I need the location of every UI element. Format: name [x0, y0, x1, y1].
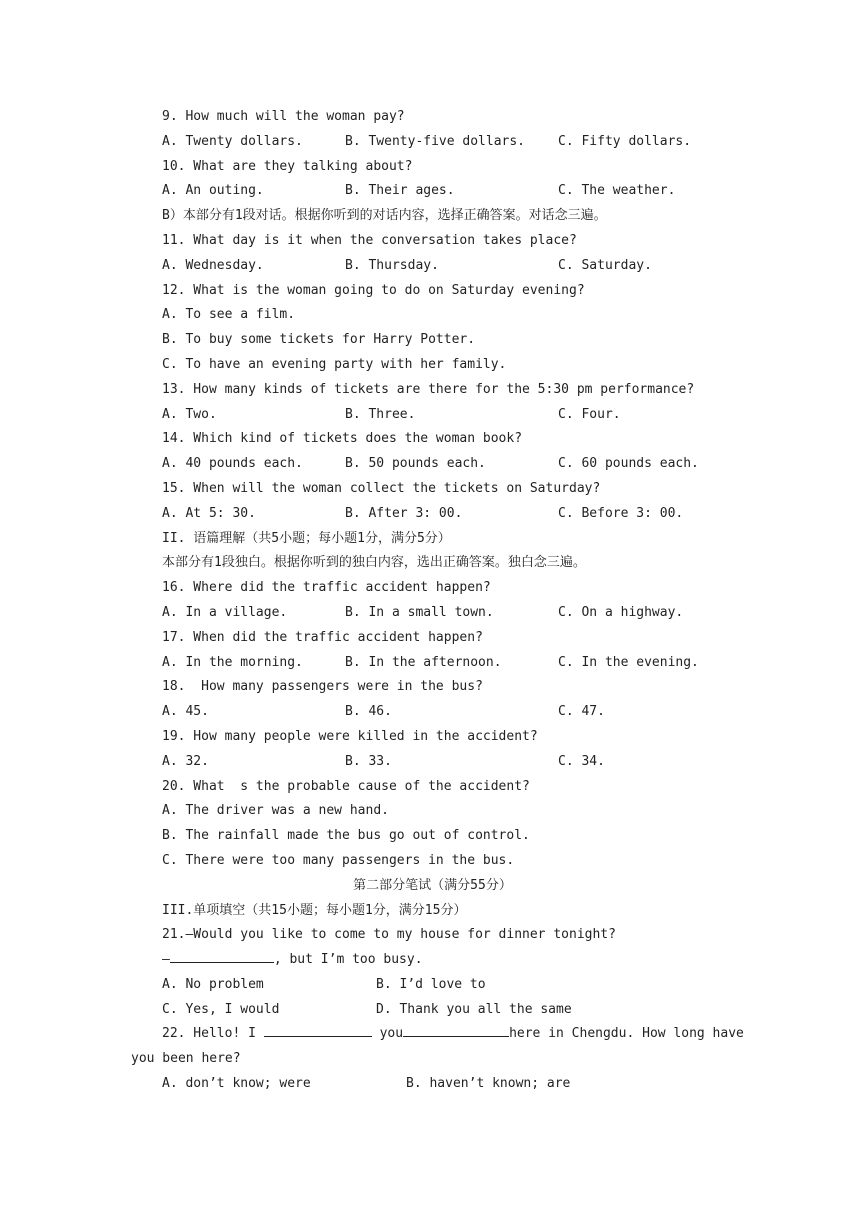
answer-blank: [170, 948, 274, 963]
option-a: A. Twenty dollars.: [162, 133, 303, 149]
question-14: 14. Which kind of tickets does the woman book?: [162, 431, 523, 447]
question-20-option-b: B. The rainfall made the bus go out of control.: [162, 828, 530, 844]
option-b: B. After 3: 00.: [345, 505, 463, 521]
question-12-option-c: C. To have an evening party with her family.: [162, 356, 507, 372]
option-a: A. 40 pounds each.: [162, 456, 303, 472]
question-16-options: [0, 601, 865, 626]
exam-page: [0, 105, 865, 1097]
option-c: C. Four.: [558, 406, 621, 422]
question-19: 19. How many people were killed in the accident?: [162, 728, 538, 744]
question-22-options: [0, 1072, 865, 1097]
option-b: B. Thursday.: [345, 257, 439, 273]
option-a: A. At 5: 30.: [162, 505, 256, 521]
option-a: A. Wednesday.: [162, 257, 264, 273]
option-c: C. 47.: [558, 704, 605, 720]
option-b: B. Their ages.: [345, 183, 455, 199]
question-20: 20. What s the probable cause of the accident?: [162, 778, 530, 794]
question-20-option-c: C. There were too many passengers in the bus.: [162, 852, 515, 868]
answer-blank-2: [403, 1022, 509, 1037]
option-c: C. In the evening.: [558, 654, 699, 670]
option-c: C. The weather.: [558, 183, 676, 199]
option-b: B. Three.: [345, 406, 416, 422]
question-13: 13. How many kinds of tickets are there for the 5:30 pm performance?: [162, 381, 695, 397]
section-3-heading: III.单项填空（共15小题；每小题1分，满分15分）: [162, 902, 467, 918]
option-b: B. I’d love to: [376, 976, 486, 992]
option-a: A. 45.: [162, 704, 209, 720]
question-21: 21.—Would you like to come to my house for dinner tonight?: [162, 927, 616, 943]
option-b: B. 33.: [345, 753, 392, 769]
question-14-options: [0, 452, 865, 477]
question-10: 10. What are they talking about?: [162, 158, 413, 174]
option-c: C. 34.: [558, 753, 605, 769]
question-17-options: [0, 651, 865, 676]
question-12-option-b: B. To buy some tickets for Harry Potter.: [162, 332, 476, 348]
option-a: A. 32.: [162, 753, 209, 769]
part-b-instructions: B）本部分有1段对话。根据你听到的对话内容，选择正确答案。对话念三遍。: [162, 208, 607, 224]
option-c: C. On a highway.: [558, 604, 684, 620]
question-21-response: — , but I’m too busy.: [0, 948, 865, 973]
question-18: 18. How many passengers were in the bus?: [162, 679, 483, 695]
option-b: B. 46.: [345, 704, 392, 720]
question-11-options: [0, 254, 865, 279]
option-c: C. Yes, I would: [162, 1001, 280, 1017]
option-b: B. In a small town.: [345, 604, 494, 620]
option-a: A. In a village.: [162, 604, 288, 620]
question-21-options-row-1: [0, 973, 865, 998]
section-2-instructions: 本部分有1段独白。根据你听到的独白内容，选出正确答案。独白念三遍。: [162, 555, 586, 571]
answer-blank-1: [264, 1022, 372, 1037]
question-21-options-row-2: [0, 998, 865, 1023]
option-c: C. Fifty dollars.: [558, 133, 692, 149]
question-17: 17. When did the traffic accident happen?: [162, 629, 483, 645]
question-12: 12. What is the woman going to do on Saturday evening?: [162, 282, 585, 298]
option-a: A. In the morning.: [162, 654, 303, 670]
question-9-options: [0, 130, 865, 155]
option-b: B. In the afternoon.: [345, 654, 502, 670]
option-a: A. Two.: [162, 406, 217, 422]
question-20-option-a: A. The driver was a new hand.: [162, 803, 389, 819]
option-a: A. No problem: [162, 976, 264, 992]
option-b: B. 50 pounds each.: [345, 456, 486, 472]
part-2-heading: 第二部分笔试（满分55分）: [353, 877, 512, 893]
question-13-options: [0, 403, 865, 428]
section-2-heading: II. 语篇理解（共5小题；每小题1分，满分5分）: [162, 530, 451, 546]
question-9: 9. How much will the woman pay?: [162, 109, 405, 124]
option-c: C. 60 pounds each.: [558, 456, 699, 472]
question-22: 22. Hello! I you here in Chengdu. How long have: [0, 1022, 865, 1047]
question-16: 16. Where did the traffic accident happen?: [162, 580, 491, 596]
option-a: A. An outing.: [162, 183, 264, 199]
question-19-options: [0, 750, 865, 775]
question-22-continued: you been here?: [131, 1051, 241, 1067]
question-11: 11. What day is it when the conversation takes place?: [162, 232, 577, 248]
option-a: A. don’t know; were: [162, 1076, 311, 1092]
question-12-option-a: A. To see a film.: [162, 307, 296, 323]
question-18-options: [0, 700, 865, 725]
option-b: B. haven’t known; are: [406, 1076, 571, 1092]
option-c: C. Saturday.: [558, 257, 652, 273]
option-b: B. Twenty-five dollars.: [345, 133, 526, 149]
question-10-options: [0, 179, 865, 204]
question-15-options: [0, 502, 865, 527]
option-d: D. Thank you all the same: [376, 1001, 572, 1017]
option-c: C. Before 3: 00.: [558, 505, 684, 521]
question-15: 15. When will the woman collect the tickets on Saturday?: [162, 480, 601, 496]
